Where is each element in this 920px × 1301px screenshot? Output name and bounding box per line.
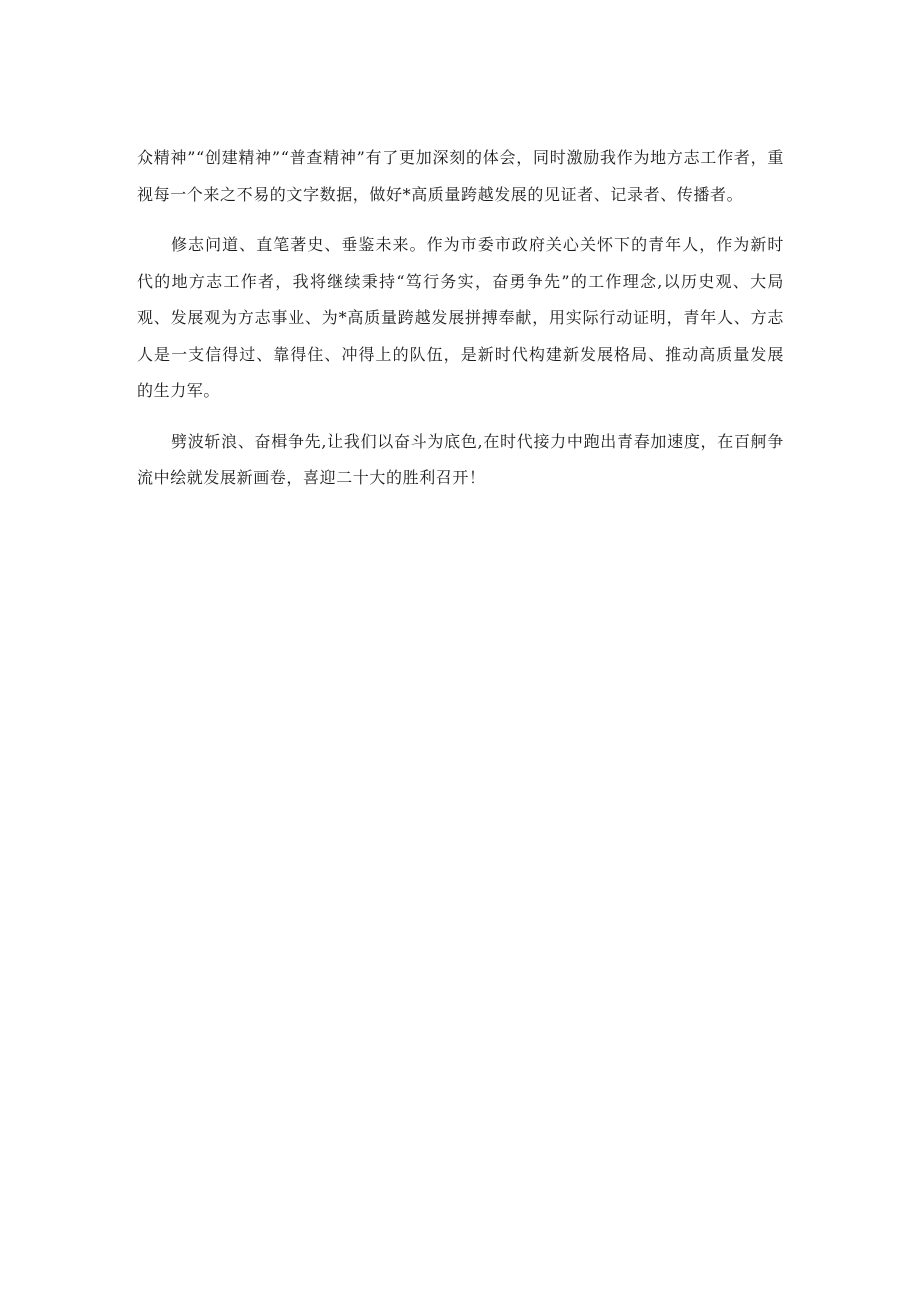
paragraph-continuation: 众精神”“创建精神”“普查精神”有了更加深刻的体会，同时激励我作为地方志工作者，重视每一个来之不易的文字数据，做好*高质量跨越发展的见证者、记录者、传播者。 (137, 148, 784, 204)
paragraph-closing: 劈波斩浪、奋楫争先,让我们以奋斗为底色,在时代接力中跑出青春加速度，在百舸争流中绘就发展新画卷，喜迎二十大的胜利召开！ (137, 431, 784, 487)
paragraph-commitment: 修志问道、直笔著史、垂鉴未来。作为市委市政府关心关怀下的青年人，作为新时代的地方志工作者，我将继续秉持“笃行务实，奋勇争先”的工作理念,以历史观、大局观、发展观为方志事业、为*高质量跨越发展拼搏奉献，用实际行动证明，青年人、方志人是一支信得过、靠得住、冲得上的队伍，是新时代构建新发展格局、推动高质量发展的生力军。 (137, 235, 784, 400)
document-body (137, 140, 784, 511)
